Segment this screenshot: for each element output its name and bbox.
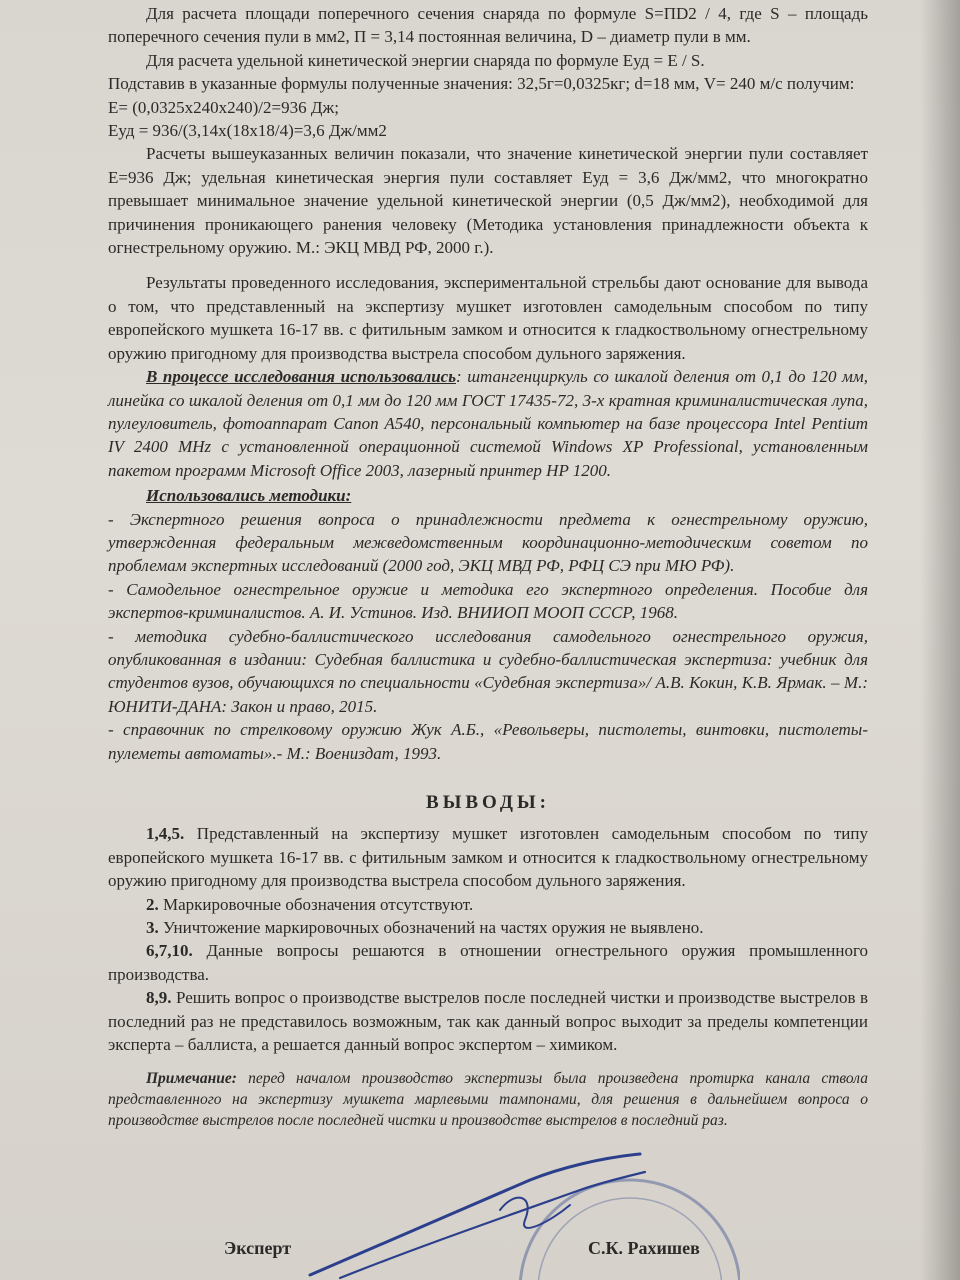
conclusion-text: Данные вопросы решаются в отношении огнестрельного оружия промышленного производства. — [108, 941, 868, 984]
note-label: Примечание: — [146, 1070, 237, 1088]
expert-name: С.К. Рахишев — [588, 1238, 700, 1258]
conclusion-text: Решить вопрос о производстве выстрелов после последней чистки и производстве выстрелов в последний раз не представилось возможным, так как данный вопрос выходит за пределы компетенции эксперта – баллиста, а решается данный вопрос экспертом – химиком. — [108, 988, 868, 1055]
conclusion-item — [108, 893, 868, 916]
conclusion-item — [108, 822, 868, 892]
note-text: перед началом производство экспертизы была произведена протирка канала ствола представленного на экспертизу мушкета марлевыми тампонами, для решения в дальнейшем вопроса о производстве выстрелов после последней чистки и производстве выстрелов в последний раз. — [108, 1070, 868, 1130]
expert-role: Эксперт — [224, 1238, 292, 1258]
document-body — [108, 0, 868, 1131]
conclusion-item — [108, 916, 868, 939]
paragraph-tools-used — [108, 365, 868, 482]
paragraph-area-formula: Для расчета площади поперечного сечения снаряда по формуле S=ПD2 / 4, где S – площадь поперечного сечения пули в мм2, П = 3,14 постоянная величина, D – диаметр пули в мм. — [108, 4, 868, 47]
paragraph-substitution: Подставив в указанные формулы полученные значения: 32,5г=0,0325кг; d=18 мм, V= 240 м/с получим: — [108, 74, 855, 94]
conclusion-number: 8,9. — [146, 988, 172, 1008]
conclusion-text: Представленный на экспертизу мушкет изготовлен самодельным способом по типу европейского мушкета 16-17 вв. с фитильным замком и относится к гладкоствольному огнестрельному оружию пригодному для производства выстрела способом дульного заряжения. — [108, 824, 868, 891]
method-item: - методика судебно-баллистического исследования самодельного огнестрельного оружия, опубликованная в издании: Судебная баллистика и судебно-баллистическая экспертиза: учебник для студентов вузов, обучающихся по специальности «Судебная экспертиза»/ А.В. Кокин, К.В. Ярмак. – М.: ЮНИТИ-ДАНА: Закон и право, 2015. — [108, 626, 868, 716]
tools-text: : штангенциркуль со шкалой деления от 0,1 до 120 мм, линейка со шкалой деления от 0,1 мм до 120 мм ГОСТ 17435-72, 3-х кратная криминалистическая лупа, пулеуловитель, фотоаппарат Canon A540, персональный компьютер на базе процессора Intel Pentium IV 2400 MHz с установленной операционной системой Windows XP Professional, установленным пакетом программ Microsoft Office 2003, лазерный принтер HP 1200. — [108, 367, 868, 480]
tools-label: В процессе исследования использовались — [146, 367, 456, 387]
conclusion-item — [108, 939, 868, 986]
paragraph-research-results: Результаты проведенного исследования, экспериментальной стрельбы дают основание для вывода о том, что представленный на экспертизу мушкет изготовлен самодельным способом по типу европейского мушкета 16-17 вв. с фитильным замком и относится к гладкоствольному огнестрельному оружию пригодному для производства выстрела способом дульного заряжения. — [108, 273, 868, 363]
conclusion-number: 3. — [146, 918, 159, 938]
method-item: - справочник по стрелковому оружию Жук А.Б., «Револьверы, пистолеты, винтовки, пистолеты- пулеметы автоматы».- М.: Воениздат, 1993. — [108, 720, 868, 763]
method-item: - Экспертного решения вопроса о принадлежности предмета к огнестрельному оружию, утвержденная федеральным межведомственным координационно-методическим советом по проблемам экспертных исследований (2000 год, ЭКЦ МВД РФ, РФЦ СЭ при МЮ РФ). — [108, 509, 868, 576]
conclusions-heading: ВЫВОДЫ: — [426, 792, 550, 813]
conclusion-number: 1,4,5. — [146, 824, 185, 844]
note-paragraph — [108, 1068, 868, 1131]
paragraph-energy-formula: Для расчета удельной кинетической энергии снаряда по формуле Еуд = Е / S. — [146, 50, 705, 70]
method-item: - Самодельное огнестрельное оружие и методика его экспертного определения. Пособие для экспертов-криминалистов. А. И. Устинов. Изд. ВНИИОП МООП СССР, 1968. — [108, 579, 868, 623]
conclusion-number: 6,7,10. — [146, 941, 193, 961]
formula-specific-energy: Еуд = 936/(3,14х(18х18/4)=3,6 Дж/мм2 — [108, 121, 387, 141]
conclusion-text: Маркировочные обозначения отсутствуют. — [158, 894, 474, 914]
formula-energy: Е= (0,0325х240х240)/2=936 Дж; — [108, 97, 339, 117]
paragraph-calculation-results: Расчеты вышеуказанных величин показали, что значение кинетической энергии пули составляет Е=936 Дж; удельная кинетическая энергия пули составляет Еуд = 3,6 Дж/мм2, что многократно превышает минимальное значение удельной кинетической энергии (0,5 Дж/мм2), необходимой для причинения проникающего ранения человеку (Методика установления принадлежности объекта к огнестрельному оружию. М.: ЭКЦ МВД РФ, 2000 г.). — [108, 144, 868, 258]
methods-label: Использовались методики: — [146, 486, 352, 506]
conclusion-item — [108, 986, 868, 1056]
signature-icon — [300, 1150, 660, 1280]
conclusion-text: Уничтожение маркировочных обозначений на частях оружия не выявлено. — [158, 918, 704, 938]
conclusion-number: 2. — [146, 894, 159, 914]
